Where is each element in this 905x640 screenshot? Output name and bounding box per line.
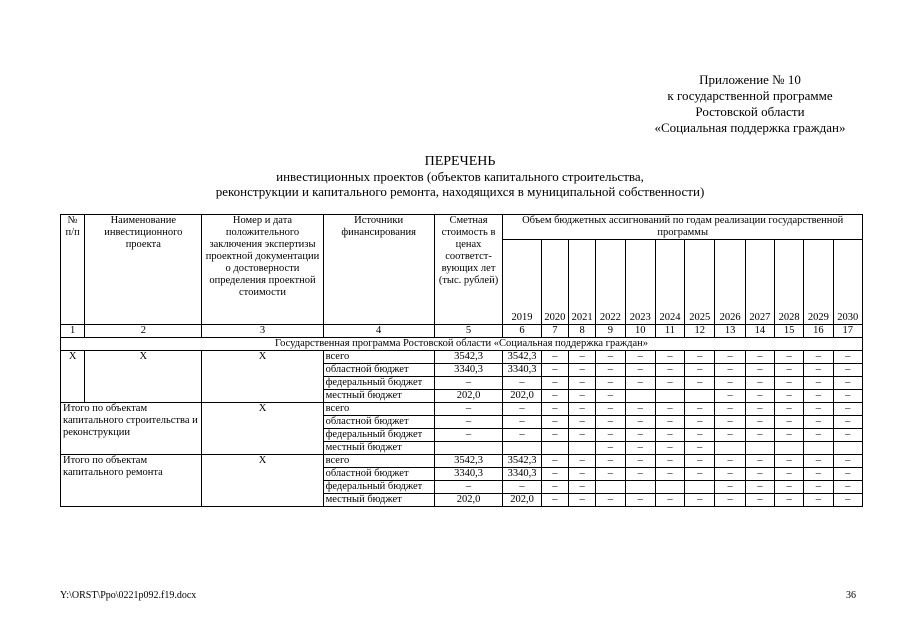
cost-cell: 3542,3	[434, 351, 503, 364]
value-cell: –	[625, 377, 655, 390]
value-cell: –	[833, 377, 862, 390]
value-cell: –	[569, 416, 596, 429]
column-number: 12	[685, 325, 715, 338]
value-cell: –	[715, 468, 745, 481]
value-cell: –	[569, 481, 596, 494]
value-cell: –	[541, 403, 568, 416]
year-header: 2027	[745, 240, 774, 325]
year-header: 2023	[625, 240, 655, 325]
value-cell: –	[775, 403, 804, 416]
value-cell: –	[715, 364, 745, 377]
value-cell	[596, 481, 625, 494]
column-number: 1	[61, 325, 85, 338]
value-cell: –	[745, 390, 774, 403]
appendix-line: «Социальная поддержка граждан»	[654, 120, 846, 135]
value-cell	[625, 481, 655, 494]
value-cell: –	[685, 351, 715, 364]
value-cell: 202,0	[503, 494, 541, 507]
value-cell: –	[569, 494, 596, 507]
value-cell: –	[745, 364, 774, 377]
value-cell	[685, 481, 715, 494]
group-name: Итого по объектам капитального ремонта	[61, 455, 202, 507]
value-cell: –	[745, 481, 774, 494]
header-num: № п/п	[61, 215, 85, 325]
value-cell: –	[833, 494, 862, 507]
source-cell: областной бюджет	[323, 364, 434, 377]
value-cell: –	[569, 455, 596, 468]
table-row	[61, 403, 863, 416]
value-cell: –	[685, 455, 715, 468]
value-cell: –	[625, 468, 655, 481]
cost-cell: 3542,3	[434, 455, 503, 468]
column-number: 6	[503, 325, 541, 338]
program-row: Государственная программа Ростовской области «Социальная поддержка граждан»	[61, 338, 863, 351]
value-cell: –	[655, 377, 684, 390]
title-line: ПЕРЕЧЕНЬ	[424, 154, 496, 169]
value-cell: –	[541, 468, 568, 481]
value-cell: –	[596, 468, 625, 481]
source-cell: всего	[323, 351, 434, 364]
value-cell: –	[775, 455, 804, 468]
value-cell: –	[775, 429, 804, 442]
source-cell: федеральный бюджет	[323, 481, 434, 494]
value-cell: –	[625, 429, 655, 442]
value-cell: –	[833, 351, 862, 364]
value-cell: –	[685, 494, 715, 507]
value-cell: –	[833, 429, 862, 442]
value-cell: –	[503, 429, 541, 442]
value-cell: –	[804, 468, 833, 481]
value-cell: –	[569, 364, 596, 377]
value-cell: –	[655, 364, 684, 377]
header-expertise: Номер и дата положительного заключения экспертизы проектной документации о достоверности определения проектной стоимости	[202, 215, 323, 325]
value-cell: –	[541, 481, 568, 494]
value-cell: –	[655, 494, 684, 507]
appendix-line: Приложение № 10	[699, 72, 801, 87]
value-cell: –	[833, 416, 862, 429]
value-cell: –	[541, 416, 568, 429]
value-cell: –	[745, 429, 774, 442]
value-cell: –	[804, 494, 833, 507]
value-cell: –	[715, 403, 745, 416]
projects-table	[60, 214, 863, 507]
value-cell: –	[715, 390, 745, 403]
column-number: 7	[541, 325, 568, 338]
value-cell: –	[775, 364, 804, 377]
table-row	[61, 351, 863, 364]
value-cell: –	[833, 481, 862, 494]
value-cell: 3340,3	[503, 364, 541, 377]
document-title	[60, 154, 860, 199]
value-cell: –	[503, 481, 541, 494]
value-cell: –	[715, 416, 745, 429]
value-cell: –	[833, 403, 862, 416]
value-cell: –	[541, 455, 568, 468]
value-cell	[503, 442, 541, 455]
value-cell: –	[503, 403, 541, 416]
cost-cell	[434, 442, 503, 455]
value-cell: –	[625, 455, 655, 468]
value-cell: 202,0	[503, 390, 541, 403]
value-cell: –	[625, 364, 655, 377]
value-cell: –	[655, 429, 684, 442]
group-expertise: Х	[202, 403, 323, 455]
cost-cell: –	[434, 377, 503, 390]
value-cell: –	[569, 468, 596, 481]
value-cell: 3542,3	[503, 455, 541, 468]
value-cell: –	[745, 455, 774, 468]
column-number: 15	[775, 325, 804, 338]
header-name: Наименование инвестиционного проекта	[85, 215, 202, 325]
value-cell: –	[715, 377, 745, 390]
value-cell: –	[685, 416, 715, 429]
value-cell: –	[775, 390, 804, 403]
value-cell: –	[541, 351, 568, 364]
value-cell: –	[745, 468, 774, 481]
year-header: 2028	[775, 240, 804, 325]
value-cell: –	[775, 481, 804, 494]
value-cell	[745, 442, 774, 455]
value-cell: –	[685, 377, 715, 390]
group-name: Х	[85, 351, 202, 403]
value-cell: –	[804, 481, 833, 494]
value-cell: –	[569, 377, 596, 390]
column-number: 3	[202, 325, 323, 338]
value-cell: –	[775, 377, 804, 390]
value-cell: –	[745, 403, 774, 416]
value-cell: –	[596, 416, 625, 429]
value-cell: –	[715, 481, 745, 494]
value-cell: –	[625, 403, 655, 416]
column-number: 10	[625, 325, 655, 338]
year-header: 2029	[804, 240, 833, 325]
source-cell: местный бюджет	[323, 494, 434, 507]
source-cell: федеральный бюджет	[323, 377, 434, 390]
value-cell: –	[685, 442, 715, 455]
value-cell: –	[625, 442, 655, 455]
value-cell: –	[541, 429, 568, 442]
header-volume: Объем бюджетных ассигнований по годам реализации государственной программы	[503, 215, 863, 240]
value-cell: –	[715, 494, 745, 507]
group-expertise: Х	[202, 351, 323, 403]
value-cell: –	[655, 468, 684, 481]
title-line: реконструкции и капитального ремонта, находящихся в муниципальной собственности)	[215, 184, 705, 199]
source-cell: всего	[323, 403, 434, 416]
source-cell: областной бюджет	[323, 416, 434, 429]
value-cell: –	[804, 390, 833, 403]
value-cell: –	[596, 351, 625, 364]
value-cell: –	[804, 364, 833, 377]
file-path: Y:\ORST\Ppo\0221p092.f19.docx	[60, 590, 197, 601]
value-cell: –	[655, 351, 684, 364]
year-header: 2026	[715, 240, 745, 325]
cost-cell: 3340,3	[434, 364, 503, 377]
value-cell: –	[596, 377, 625, 390]
header-cost: Сметная стоимость в ценах соответст-вующих лет (тыс. рублей)	[434, 215, 503, 325]
source-cell: местный бюджет	[323, 390, 434, 403]
value-cell: –	[745, 416, 774, 429]
value-cell: –	[833, 390, 862, 403]
year-header: 2021	[569, 240, 596, 325]
cost-cell: 202,0	[434, 390, 503, 403]
group-name: Итого по объектам капитального строительства и реконструкции	[61, 403, 202, 455]
value-cell: –	[715, 351, 745, 364]
column-number: 17	[833, 325, 862, 338]
column-number: 14	[745, 325, 774, 338]
cost-cell: –	[434, 416, 503, 429]
source-cell: федеральный бюджет	[323, 429, 434, 442]
year-header: 2022	[596, 240, 625, 325]
value-cell	[625, 390, 655, 403]
value-cell: –	[503, 377, 541, 390]
column-number: 2	[85, 325, 202, 338]
value-cell: –	[596, 403, 625, 416]
value-cell: –	[775, 494, 804, 507]
group-num: Х	[61, 351, 85, 403]
value-cell: –	[745, 377, 774, 390]
value-cell: –	[625, 494, 655, 507]
value-cell: –	[596, 494, 625, 507]
cost-cell: –	[434, 481, 503, 494]
value-cell: –	[833, 364, 862, 377]
column-number: 4	[323, 325, 434, 338]
source-cell: областной бюджет	[323, 468, 434, 481]
column-number: 11	[655, 325, 684, 338]
value-cell: –	[541, 494, 568, 507]
value-cell: –	[804, 351, 833, 364]
cost-cell: 202,0	[434, 494, 503, 507]
value-cell: –	[775, 416, 804, 429]
year-header: 2024	[655, 240, 684, 325]
value-cell: –	[541, 390, 568, 403]
year-header: 2020	[541, 240, 568, 325]
value-cell: –	[685, 364, 715, 377]
value-cell: –	[596, 390, 625, 403]
value-cell: –	[715, 455, 745, 468]
value-cell	[655, 390, 684, 403]
value-cell: –	[596, 429, 625, 442]
cost-cell: –	[434, 403, 503, 416]
value-cell: –	[685, 403, 715, 416]
value-cell	[655, 481, 684, 494]
value-cell: –	[804, 429, 833, 442]
value-cell	[541, 442, 568, 455]
value-cell: –	[804, 403, 833, 416]
value-cell: –	[503, 416, 541, 429]
column-number: 9	[596, 325, 625, 338]
value-cell: –	[775, 351, 804, 364]
value-cell: –	[804, 416, 833, 429]
appendix-header	[620, 72, 880, 136]
page-number: 36	[846, 590, 856, 601]
value-cell: –	[569, 403, 596, 416]
value-cell: –	[625, 351, 655, 364]
year-header: 2030	[833, 240, 862, 325]
value-cell: –	[685, 468, 715, 481]
value-cell: –	[804, 377, 833, 390]
value-cell: –	[655, 442, 684, 455]
column-number: 8	[569, 325, 596, 338]
value-cell: –	[655, 455, 684, 468]
appendix-line: Ростовской области	[695, 104, 805, 119]
column-number: 16	[804, 325, 833, 338]
value-cell	[685, 390, 715, 403]
cost-cell: –	[434, 429, 503, 442]
value-cell: –	[745, 351, 774, 364]
value-cell: –	[625, 416, 655, 429]
value-cell: 3542,3	[503, 351, 541, 364]
value-cell: –	[569, 351, 596, 364]
source-cell: местный бюджет	[323, 442, 434, 455]
value-cell: –	[833, 468, 862, 481]
value-cell: –	[596, 455, 625, 468]
column-number: 5	[434, 325, 503, 338]
source-cell: всего	[323, 455, 434, 468]
year-header: 2025	[685, 240, 715, 325]
value-cell	[715, 442, 745, 455]
value-cell: –	[596, 442, 625, 455]
header-sources: Источники финансирования	[323, 215, 434, 325]
value-cell: –	[569, 429, 596, 442]
table-row	[61, 455, 863, 468]
group-expertise: Х	[202, 455, 323, 507]
value-cell: –	[775, 468, 804, 481]
value-cell: –	[685, 429, 715, 442]
value-cell: 3340,3	[503, 468, 541, 481]
value-cell: –	[804, 455, 833, 468]
value-cell: –	[569, 390, 596, 403]
value-cell: –	[655, 416, 684, 429]
value-cell: –	[745, 494, 774, 507]
value-cell	[569, 442, 596, 455]
value-cell: –	[541, 377, 568, 390]
year-header: 2019	[503, 240, 541, 325]
value-cell	[775, 442, 804, 455]
column-number: 13	[715, 325, 745, 338]
value-cell: –	[655, 403, 684, 416]
value-cell: –	[596, 364, 625, 377]
title-line: инвестиционных проектов (объектов капитального строительства,	[276, 169, 644, 184]
cost-cell: 3340,3	[434, 468, 503, 481]
value-cell	[804, 442, 833, 455]
appendix-line: к государственной программе	[667, 88, 833, 103]
value-cell	[833, 442, 862, 455]
value-cell: –	[541, 364, 568, 377]
value-cell: –	[833, 455, 862, 468]
value-cell: –	[715, 429, 745, 442]
